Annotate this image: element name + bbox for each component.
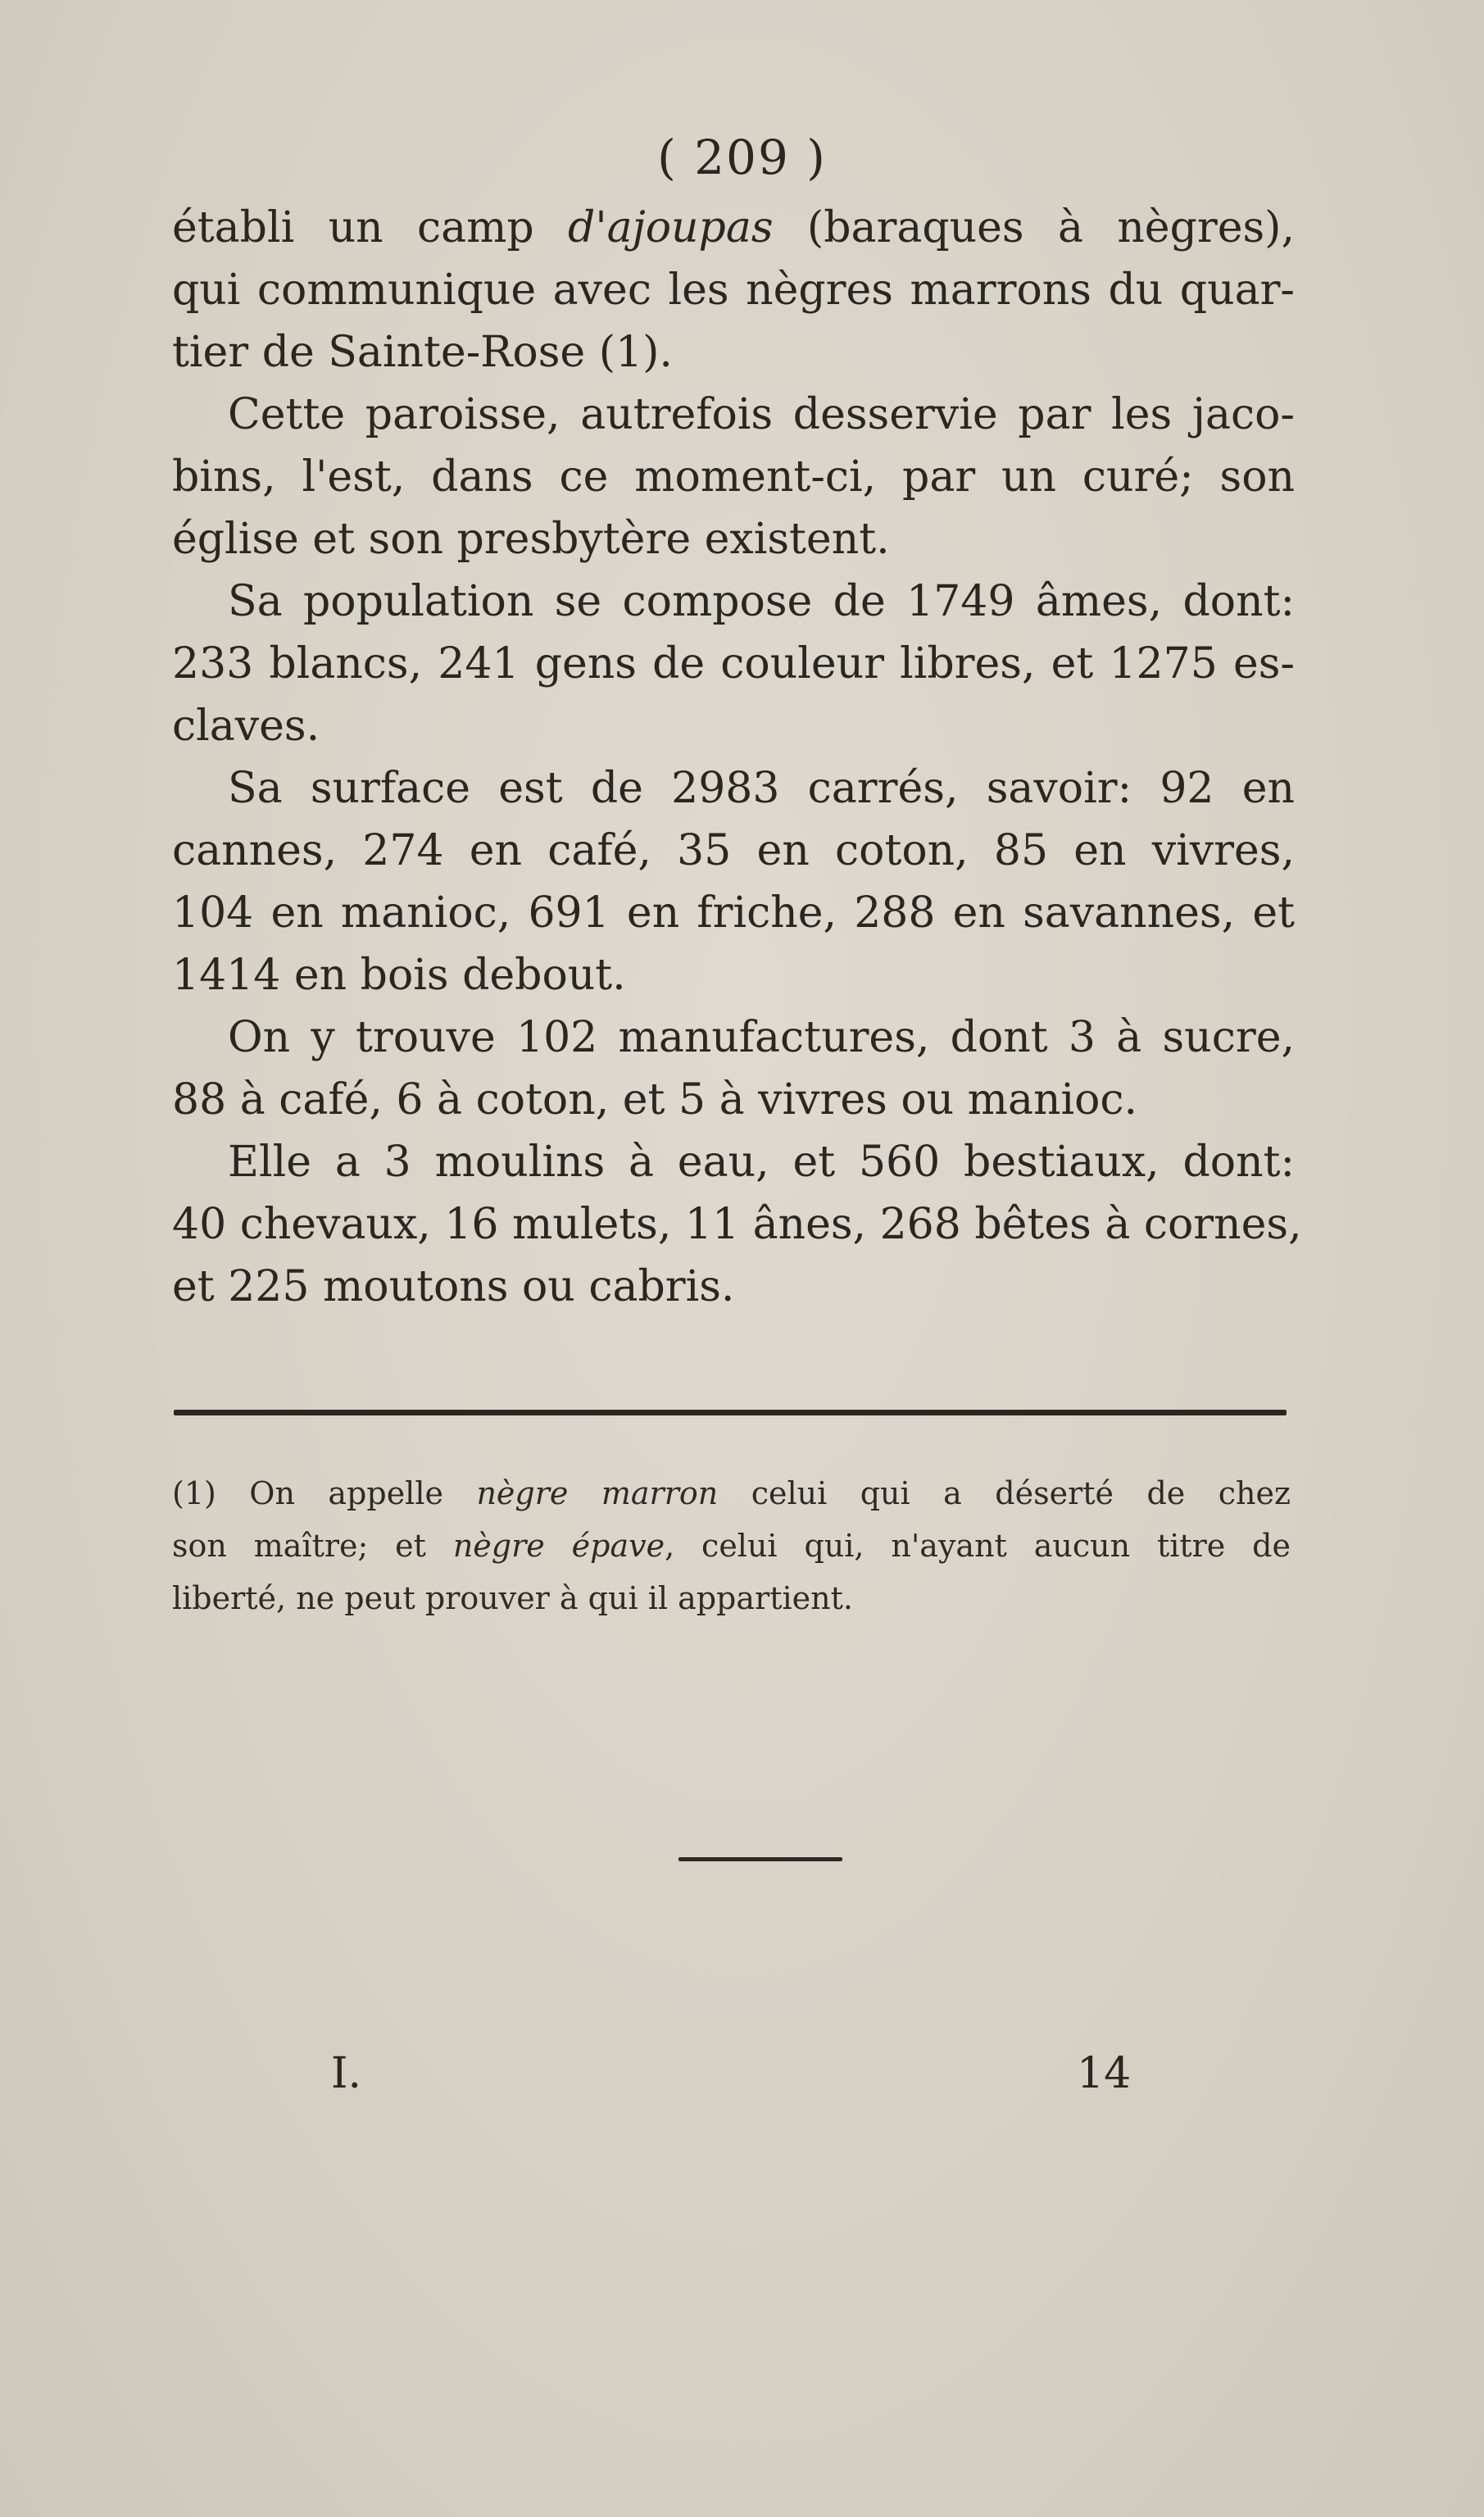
text-run: On y trouve 102 manufactures, dont 3 à sucre,: [228, 1013, 1295, 1062]
text-line: [172, 633, 1295, 695]
text-run: établi un camp: [172, 203, 569, 252]
text-run: Elle a 3 moulins à eau, et 560 bestiaux, dont:: [228, 1138, 1295, 1187]
text-run: 40 chevaux, 16 mulets, 11 ânes, 268 bêtes à cornes,: [172, 1200, 1302, 1249]
italic-text: nègre épave: [452, 1528, 665, 1564]
text-line: [172, 944, 1295, 1006]
italic-text: d'ajoupas: [568, 203, 774, 252]
footnote-line: [172, 1467, 1291, 1520]
text-run: Sa surface est de 2983 carrés, savoir: 92 en: [228, 764, 1295, 813]
signature-mark-volume: I.: [331, 2049, 362, 2098]
text-run: Sa population se compose de 1749 âmes, dont:: [228, 577, 1295, 626]
text-run: bins, l'est, dans ce moment-ci, par un curé; son: [172, 452, 1295, 502]
text-line: [172, 695, 1295, 757]
text-run: liberté, ne peut prouver à qui il appartient.: [172, 1580, 853, 1616]
text-run: 88 à café, 6 à coton, et 5 à vivres ou manioc.: [172, 1075, 1138, 1124]
text-line: [172, 1069, 1295, 1131]
text-run: 1414 en bois debout.: [172, 951, 626, 1000]
text-line: [172, 197, 1295, 259]
page-number: ( 209 ): [657, 129, 827, 185]
text-line: [172, 820, 1295, 882]
text-run: , celui qui, n'ayant aucun titre de: [665, 1528, 1291, 1564]
text-line: [172, 1006, 1295, 1069]
text-run: cannes, 274 en café, 35 en coton, 85 en vivres,: [172, 826, 1295, 875]
text-line: [172, 446, 1295, 508]
text-line: [172, 757, 1295, 820]
text-run: 104 en manioc, 691 en friche, 288 en savannes, et: [172, 888, 1295, 938]
text-line: [172, 570, 1295, 633]
text-run: tier de Sainte-Rose (1).: [172, 328, 673, 377]
italic-text: nègre marron: [476, 1475, 719, 1511]
text-run: celui qui a déserté de chez: [718, 1475, 1291, 1511]
text-run: église et son presbytère existent.: [172, 515, 890, 564]
footnote-separator-rule: [174, 1410, 1287, 1415]
text-line: [172, 1193, 1302, 1256]
text-line: [172, 882, 1295, 944]
main-text: [172, 197, 1302, 1318]
text-line: [172, 1256, 1295, 1318]
text-run: Cette paroisse, autrefois desservie par les jaco-: [228, 390, 1295, 439]
text-run: qui communique avec les nègres marrons du quar-: [172, 266, 1295, 315]
text-run: et 225 moutons ou cabris.: [172, 1262, 735, 1311]
text-line: [172, 384, 1295, 446]
text-line: [172, 508, 1295, 570]
text-run: (baraques à nègres),: [773, 203, 1295, 252]
footnote-line: [172, 1572, 1291, 1624]
text-line: [172, 259, 1295, 321]
text-line: [172, 1131, 1295, 1193]
footnote-line: [172, 1520, 1291, 1572]
end-ornament-rule: [678, 1857, 842, 1861]
text-run: claves.: [172, 702, 320, 751]
text-run: son maître; et: [172, 1528, 453, 1564]
text-line: [172, 321, 1295, 384]
signature-mark-sheet: 14: [1077, 2049, 1132, 2098]
text-run: 233 blancs, 241 gens de couleur libres, et 1275 es-: [172, 639, 1295, 688]
footnote: [172, 1467, 1291, 1624]
text-run: (1) On appelle: [172, 1475, 477, 1511]
